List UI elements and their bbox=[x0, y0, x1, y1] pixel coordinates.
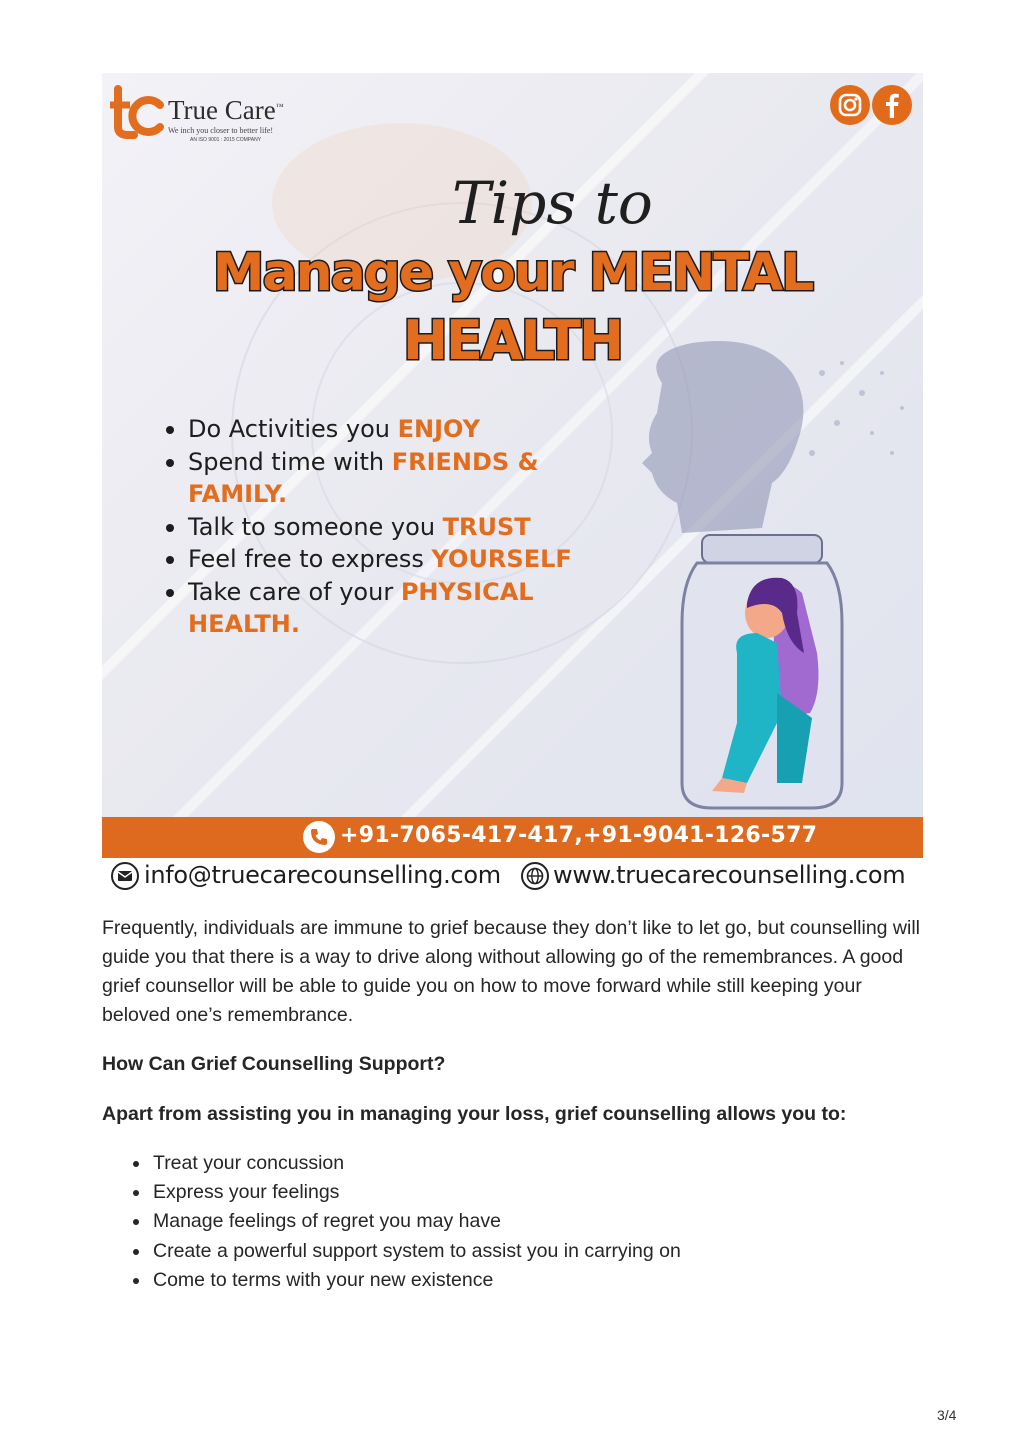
tips-to-script-title bbox=[442, 153, 653, 243]
svg-text:Tips to: Tips to bbox=[452, 169, 653, 237]
list-item: Create a powerful support system to assist you in carrying on bbox=[102, 1237, 927, 1266]
tip-item: Feel free to express YOURSELF bbox=[164, 543, 644, 576]
list-item: Come to terms with your new existence bbox=[102, 1266, 927, 1295]
intro-paragraph: Frequently, individuals are immune to grief because they don’t like to let go, but counselling will guide you that there is a way to drive along without allowing go of the remembrances. A good grief counsellor will be able to guide you on how to move forward while still keeping your beloved one’s remembrance. bbox=[102, 917, 921, 1026]
list-item: Treat your concussion bbox=[102, 1149, 927, 1178]
contact-bar bbox=[102, 858, 923, 895]
article-body bbox=[102, 914, 927, 1295]
website-url[interactable]: www.truecarecounselling.com bbox=[553, 861, 906, 889]
tip-item: Take care of your PHYSICAL HEALTH. bbox=[164, 576, 644, 641]
logo-iso: AN ISO 9001 : 2015 COMPANY bbox=[190, 137, 262, 143]
woman-in-jar-illustration bbox=[572, 313, 922, 813]
tip-item: Spend time with FRIENDS & FAMILY. bbox=[164, 446, 644, 511]
facebook-icon[interactable] bbox=[872, 85, 912, 125]
logo-name: True Care™ bbox=[168, 95, 284, 125]
email-address[interactable]: info@truecarecounselling.com bbox=[144, 861, 501, 889]
list-item: Express your feelings bbox=[102, 1178, 927, 1207]
tip-item: Do Activities you ENJOY bbox=[164, 413, 644, 446]
instagram-icon[interactable] bbox=[830, 85, 870, 125]
page-number: 3/4 bbox=[937, 1407, 957, 1423]
email-icon bbox=[111, 862, 139, 890]
phone-numbers[interactable]: +91-7065-417-417,+91-9041-126-577 bbox=[340, 823, 818, 848]
section-subheading: Apart from assisting you in managing your loss, grief counselling allows you to: bbox=[102, 1103, 847, 1125]
dispersing-head-icon bbox=[642, 341, 803, 533]
phone-bar bbox=[102, 817, 923, 858]
tip-item: Talk to someone you TRUST bbox=[164, 511, 644, 544]
headline-line-2: HEALTH bbox=[402, 309, 623, 372]
benefits-list bbox=[102, 1149, 927, 1295]
logo-tagline: We inch you closer to better life! bbox=[168, 126, 274, 135]
phone-icon bbox=[303, 821, 335, 853]
tc-logo-icon bbox=[110, 83, 166, 139]
headline-line-1: Manage your MENTAL bbox=[212, 243, 813, 303]
globe-icon bbox=[521, 862, 549, 890]
section-heading: How Can Grief Counselling Support? bbox=[102, 1053, 446, 1075]
promo-banner-image bbox=[102, 73, 923, 895]
list-item: Manage feelings of regret you may have bbox=[102, 1207, 927, 1236]
